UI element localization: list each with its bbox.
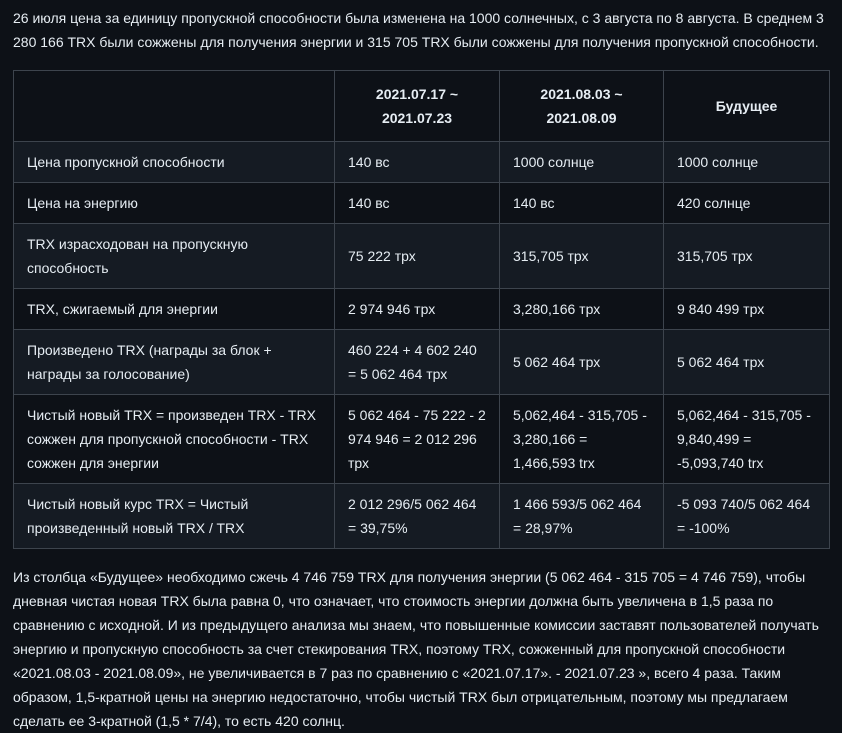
- cell-period-1: 460 224 + 4 602 240 = 5 062 464 трх: [335, 330, 500, 395]
- row-label: Чистый новый TRX = произведен TRX - TRX сожжен для пропускной способности - TRX сожжен для энергии: [14, 395, 335, 484]
- cell-period-1: 5 062 464 - 75 222 - 2 974 946 = 2 012 296 трх: [335, 395, 500, 484]
- row-label: Цена на энергию: [14, 183, 335, 224]
- row-label: TRX, сжигаемый для энергии: [14, 289, 335, 330]
- cell-period-1: 140 вс: [335, 183, 500, 224]
- conclusion-paragraph: Из столбца «Будущее» необходимо сжечь 4 746 759 TRX для получения энергии (5 062 464 - 315 705 = 4 746 759), чтобы дневная чистая новая TRX была равна 0, что означает, что стоимость энергии должна быть увеличена в 1,5 раза по сравнению с исходной. И из предыдущего анализа мы знаем, что повышенные комиссии заставят пользователей получать энергию и пропускную способность за счет стекирования TRX, поэтому TRX, сожженный для пропускной способности «2021.08.03 - 2021.08.09», не увеличивается в 7 раз по сравнению с «2021.07.17». - 2021.07.23 », всего 4 раза. Таким образом, 1,5-кратной цены на энергию недостаточно, чтобы чистый TRX был отрицательным, поэтому мы предлагаем сделать ее 3-кратной (1,5 * 7/4), то есть 420 солнц.: [13, 569, 819, 729]
- table-row: [14, 289, 830, 330]
- cell-future: 5,062,464 - 315,705 - 9,840,499 = -5,093,740 trx: [664, 395, 830, 484]
- cell-period-2: 140 вс: [500, 183, 664, 224]
- comparison-table: [13, 70, 830, 549]
- table-row: [14, 395, 830, 484]
- row-label: TRX израсходован на пропускную способность: [14, 224, 335, 289]
- cell-period-2: 1 466 593/5 062 464 = 28,97%: [500, 484, 664, 549]
- cell-future: -5 093 740/5 062 464 = -100%: [664, 484, 830, 549]
- table-row: [14, 183, 830, 224]
- cell-period-1: 2 974 946 трх: [335, 289, 500, 330]
- row-label: Цена пропускной способности: [14, 142, 335, 183]
- cell-future: 1000 солнце: [664, 142, 830, 183]
- header-empty: [14, 71, 335, 142]
- row-label: Чистый новый курс TRX = Чистый произведенный новый TRX / TRX: [14, 484, 335, 549]
- header-period-1: 2021.07.17 ~ 2021.07.23: [335, 71, 500, 142]
- cell-future: 5 062 464 трх: [664, 330, 830, 395]
- cell-period-2: 5,062,464 - 315,705 - 3,280,166 = 1,466,593 trx: [500, 395, 664, 484]
- header-future: Будущее: [664, 71, 830, 142]
- table-row: [14, 224, 830, 289]
- table-row: [14, 142, 830, 183]
- table-row: [14, 484, 830, 549]
- cell-period-1: 2 012 296/5 062 464 = 39,75%: [335, 484, 500, 549]
- cell-future: 9 840 499 трх: [664, 289, 830, 330]
- cell-period-2: 5 062 464 трх: [500, 330, 664, 395]
- table-header-row: [14, 71, 830, 142]
- row-label: Произведено TRX (награды за блок + награды за голосование): [14, 330, 335, 395]
- intro-paragraph: 26 июля цена за единицу пропускной способности была изменена на 1000 солнечных, с 3 августа по 8 августа. В среднем 3 280 166 TRX были сожжены для получения энергии и 315 705 TRX были сожжены для получения пропускной способности.: [13, 10, 824, 50]
- table-row: [14, 330, 830, 395]
- cell-period-1: 75 222 трх: [335, 224, 500, 289]
- cell-period-2: 3,280,166 трх: [500, 289, 664, 330]
- cell-period-1: 140 вс: [335, 142, 500, 183]
- header-period-2: 2021.08.03 ~ 2021.08.09: [500, 71, 664, 142]
- cell-future: 315,705 трх: [664, 224, 830, 289]
- cell-future: 420 солнце: [664, 183, 830, 224]
- cell-period-2: 315,705 трх: [500, 224, 664, 289]
- cell-period-2: 1000 солнце: [500, 142, 664, 183]
